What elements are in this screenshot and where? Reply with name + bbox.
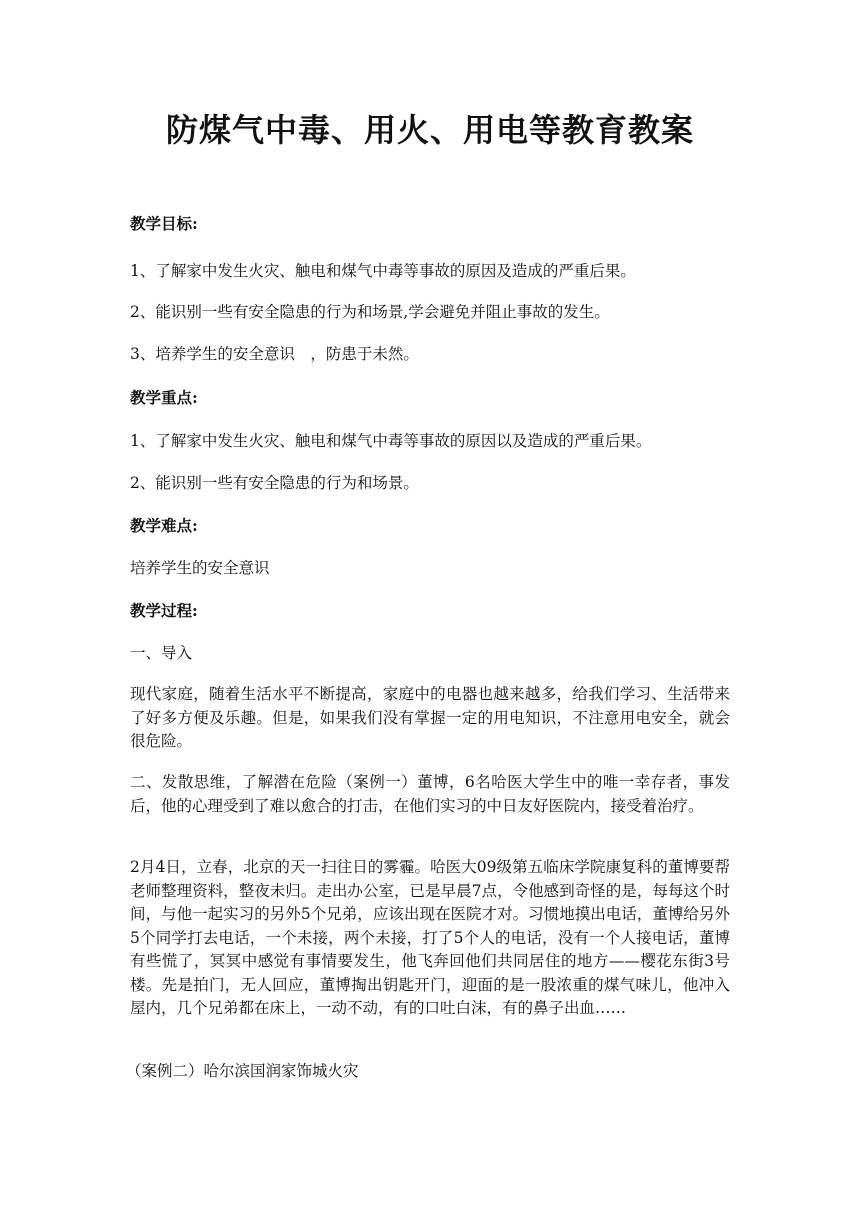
process-heading: 教学过程: <box>130 601 198 620</box>
paragraph: 2月4日，立春，北京的天一扫往日的雾霾。哈医大09级第五临床学院康复科的董博要帮老师整理资料，整夜未归。走出办公室，已是早晨7点，令他感到奇怪的是，每每这个时间，与他一起实习的另外5个兄弟，应该出现在医院才对。习惯地摸出电话，董博给另外5个同学打去电话，一个未接，两个未接，打了5个人的电话，没有一个人接电话，董博有些慌了，冥冥中感觉有事情要发生，他飞奔回他们共同居住的地方——樱花东街3号楼。先是拍门，无人回应，董博掏出钥匙开门，迎面的是一股浓重的煤气味儿，他冲入屋内，几个兄弟都在床上，一动不动，有的口吐白沫，有的鼻子出血…… <box>130 858 730 1017</box>
goal-item: 1、了解家中发生火灾、触电和煤气中毒等事故的原因及造成的严重后果。 <box>130 262 636 280</box>
paragraph: 二、发散思维，了解潜在危险（案例一）董博，6名哈医大学生中的唯一幸存者，事发后，他的心理受到了难以愈合的打击，在他们实习的中日友好医院内，接受着治疗。 <box>130 773 730 815</box>
goal-item: 2、能识别一些有安全隐患的行为和场景,学会避免并阻止事故的发生。 <box>130 303 610 321</box>
difficulty-heading: 教学难点: <box>130 516 198 535</box>
keypoints-heading: 教学重点: <box>130 388 198 407</box>
case-heading: （案例二）哈尔滨国润家饰城火灾 <box>126 1062 359 1080</box>
goal-item: 3、培养学生的安全意识 ，防患于未然。 <box>130 345 419 363</box>
difficulty-text: 培养学生的安全意识 <box>130 559 270 577</box>
keypoint-item: 1、了解家中发生火灾、触电和煤气中毒等事故的原因以及造成的严重后果。 <box>130 432 652 450</box>
keypoint-item: 2、能识别一些有安全隐患的行为和场景。 <box>130 474 419 492</box>
paragraph: 现代家庭，随着生活水平不断提高，家庭中的电器也越来越多，给我们学习、生活带来了好多方便及乐趣。但是，如果我们没有掌握一定的用电知识，不注意用电安全，就会很危险。 <box>130 685 730 750</box>
page-title: 防煤气中毒、用火、用电等教育教案 <box>165 111 694 149</box>
goals-heading: 教学目标: <box>130 214 198 233</box>
intro-heading: 一、导入 <box>130 644 193 662</box>
